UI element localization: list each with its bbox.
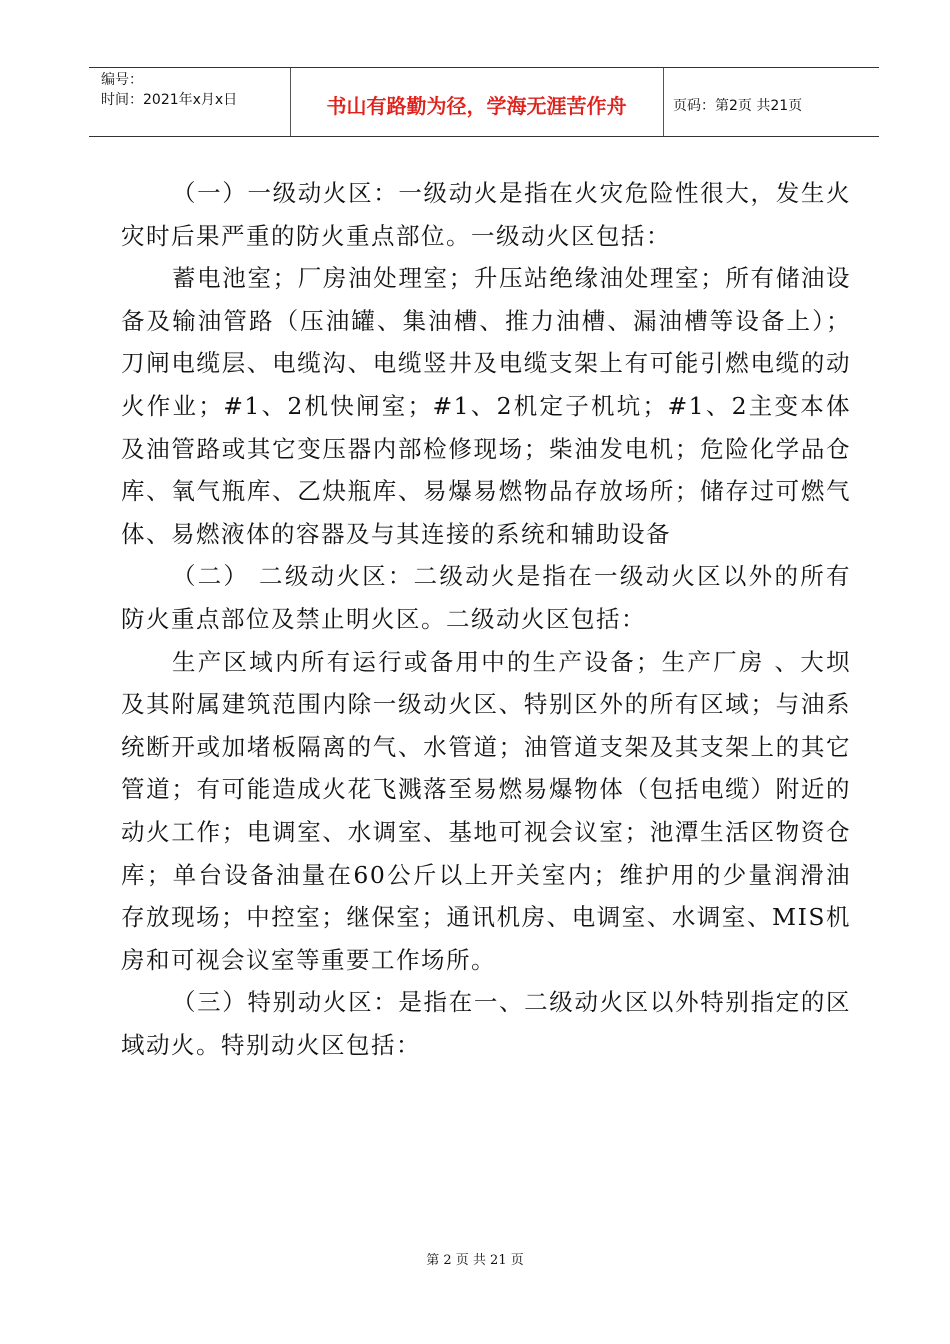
- paragraph-level-one-areas: 蓄电池室；厂房油处理室；升压站绝缘油处理室；所有储油设备及输油管路（压油罐、集油槽、推力油槽、漏油槽等设备上）；刀闸电缆层、电缆沟、电缆竖井及电缆支架上有可能引燃电缆的动火作业；#1、2机快闸室；#1、2机定子机坑；#1、2主变本体及油管路或其它变压器内部检修现场；柴油发电机；危险化学品仓库、氧气瓶库、乙炔瓶库、易爆易燃物品存放场所；储存过可燃气体、易燃液体的容器及与其连接的系统和辅助设备: [121, 264, 851, 548]
- page-header: [89, 67, 879, 137]
- paragraph-special-heading: （三）特别动火区：是指在一、二级动火区以外特别指定的区域动火。特别动火区包括：: [121, 988, 851, 1059]
- header-motto: 书山有路勤为径，学海无涯苦作舟: [326, 94, 627, 118]
- header-info-cell: [89, 68, 291, 136]
- header-page-cell: [663, 68, 879, 136]
- document-body: [121, 172, 851, 1066]
- paragraph-level-two-heading: （二） 二级动火区：二级动火是指在一级动火区以外的所有防火重点部位及禁止明火区。二级动火区包括：: [121, 562, 851, 633]
- paragraph-level-two-areas: 生产区域内所有运行或备用中的生产设备；生产厂房 、大坝及其附属建筑范围内除一级动火区、特别区外的所有区域；与油系统断开或加堵板隔离的气、水管道；油管道支架及其支架上的其它管道；有可能造成火花飞溅落至易燃易爆物体（包括电缆）附近的动火工作；电调室、水调室、基地可视会议室；池潭生活区物资仓库；单台设备油量在60公斤以上开关室内；维护用的少量润滑油存放现场；中控室；继保室；通讯机房、电调室、水调室、MIS机房和可视会议室等重要工作场所。: [121, 647, 851, 974]
- document-number-label: 编号：: [101, 72, 143, 88]
- page-footer: 第 2 页 共 21 页: [426, 1253, 524, 1268]
- header-page-number: 页码：第2页 共21页: [673, 98, 803, 114]
- header-motto-cell: [290, 68, 664, 136]
- paragraph-level-one-heading: （一）一级动火区：一级动火是指在火灾危险性很大，发生火灾时后果严重的防火重点部位。一级动火区包括：: [121, 179, 851, 250]
- document-time-label: 时间：2021年x月x日: [101, 92, 238, 108]
